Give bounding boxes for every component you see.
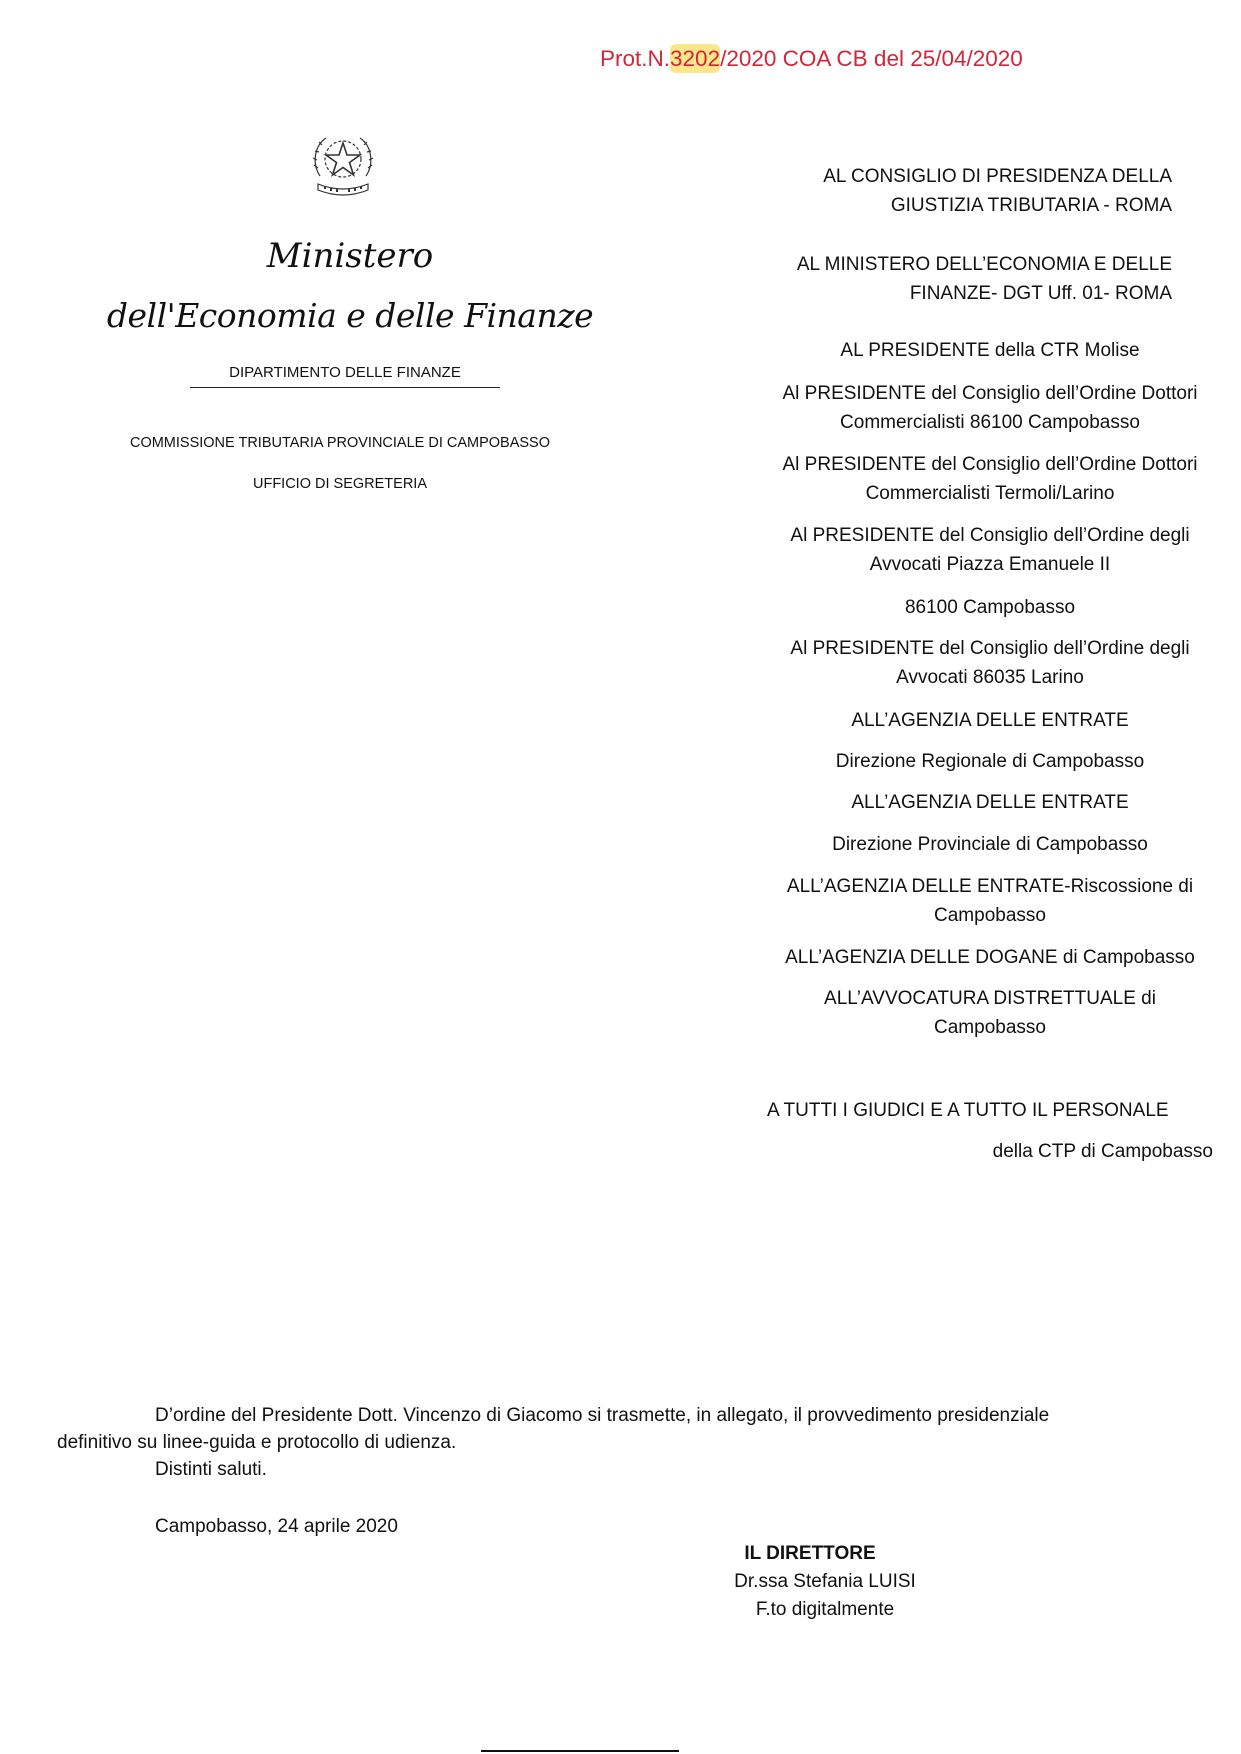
signature-title: IL DIRETTORE bbox=[744, 1543, 876, 1564]
recipient-block bbox=[740, 336, 1220, 365]
recipient-block bbox=[740, 830, 1240, 859]
ministry-name-line1: Ministero bbox=[266, 236, 434, 276]
ministry-name-line2: dell'Economia e delle Finanze bbox=[106, 296, 594, 335]
recipient-block bbox=[740, 984, 1240, 1042]
recipient-line: della CTP di Campobasso bbox=[992, 1141, 1213, 1162]
recipient-line: Al PRESIDENTE del Consiglio dell’Ordine degli bbox=[790, 638, 1190, 659]
recipient-line: 86100 Campobasso bbox=[904, 597, 1076, 618]
recipient-line: Avvocati Piazza Emanuele II bbox=[869, 554, 1111, 575]
recipient-line: ALL’AGENZIA DELLE DOGANE di Campobasso bbox=[785, 947, 1195, 968]
protocol-number: 3202 bbox=[670, 46, 721, 71]
recipient-block bbox=[740, 872, 1240, 930]
commission-name: COMMISSIONE TRIBUTARIA PROVINCIALE DI CAMPOBASSO bbox=[129, 435, 551, 451]
signature-name: Dr.ssa Stefania LUISI bbox=[734, 1571, 916, 1592]
recipient-line: Direzione Regionale di Campobasso bbox=[835, 751, 1145, 772]
recipient-block bbox=[740, 450, 1240, 508]
recipient-block bbox=[740, 521, 1240, 579]
recipient-line: Avvocati 86035 Larino bbox=[896, 667, 1084, 688]
recipient-line: AL CONSIGLIO DI PRESIDENZA DELLA bbox=[823, 166, 1172, 187]
recipient-line: Campobasso bbox=[934, 905, 1046, 926]
recipient-line: Al PRESIDENTE del Consiglio dell’Ordine degli bbox=[790, 525, 1190, 546]
office-name: UFFICIO DI SEGRETERIA bbox=[252, 476, 427, 492]
recipient-block bbox=[740, 943, 1240, 972]
footer-divider bbox=[481, 1750, 679, 1752]
recipient-block bbox=[740, 1137, 1213, 1166]
recipient-line: Al PRESIDENTE del Consiglio dell’Ordine Dottori bbox=[782, 454, 1198, 475]
recipient-line: Al PRESIDENTE del Consiglio dell’Ordine Dottori bbox=[782, 383, 1198, 404]
republic-emblem-icon bbox=[310, 128, 376, 202]
protocol-suffix: /2020 COA CB del 25/04/2020 bbox=[720, 46, 1023, 71]
recipient-line: A TUTTI I GIUDICI E A TUTTO IL PERSONALE bbox=[767, 1100, 1169, 1121]
recipient-line: FINANZE- DGT Uff. 01- ROMA bbox=[909, 283, 1172, 304]
recipient-line: ALL’AGENZIA DELLE ENTRATE bbox=[851, 710, 1129, 731]
recipient-block bbox=[740, 788, 1240, 817]
protocol-stamp bbox=[600, 46, 1160, 72]
body-paragraph-line1: D’ordine del Presidente Dott. Vincenzo di Giacomo si trasmette, in allegato, il provvedimento presidenziale bbox=[155, 1405, 1050, 1426]
department-underline bbox=[190, 387, 500, 388]
recipient-block bbox=[680, 250, 1172, 308]
closing-salutation: Distinti saluti. bbox=[155, 1459, 267, 1480]
recipient-line: AL PRESIDENTE della CTR Molise bbox=[840, 340, 1140, 361]
recipient-block bbox=[740, 379, 1240, 437]
recipient-line: Direzione Provinciale di Campobasso bbox=[832, 834, 1148, 855]
recipient-line: GIUSTIZIA TRIBUTARIA - ROMA bbox=[890, 195, 1172, 216]
recipient-block bbox=[740, 747, 1240, 776]
recipient-block bbox=[740, 706, 1240, 735]
recipient-line: AL MINISTERO DELL’ECONOMIA E DELLE bbox=[796, 254, 1172, 275]
recipient-line: Campobasso bbox=[934, 1017, 1046, 1038]
recipient-block bbox=[680, 162, 1172, 220]
department-name: DIPARTIMENTO DELLE FINANZE bbox=[229, 364, 461, 381]
recipient-block bbox=[740, 593, 1240, 622]
protocol-prefix: Prot.N. bbox=[600, 46, 671, 71]
place-date: Campobasso, 24 aprile 2020 bbox=[155, 1516, 398, 1537]
recipient-line: Commercialisti Termoli/Larino bbox=[865, 483, 1115, 504]
signature-note: F.to digitalmente bbox=[755, 1599, 895, 1620]
recipient-block bbox=[767, 1096, 1227, 1125]
recipient-block bbox=[740, 634, 1240, 692]
recipient-line: ALL’AGENZIA DELLE ENTRATE-Riscossione di bbox=[786, 876, 1194, 897]
recipient-line: ALL’AVVOCATURA DISTRETTUALE di bbox=[824, 988, 1156, 1009]
body-paragraph-line2: definitivo su linee-guida e protocollo di udienza. bbox=[57, 1432, 457, 1453]
recipient-line: ALL’AGENZIA DELLE ENTRATE bbox=[851, 792, 1129, 813]
recipient-line: Commercialisti 86100 Campobasso bbox=[840, 412, 1140, 433]
